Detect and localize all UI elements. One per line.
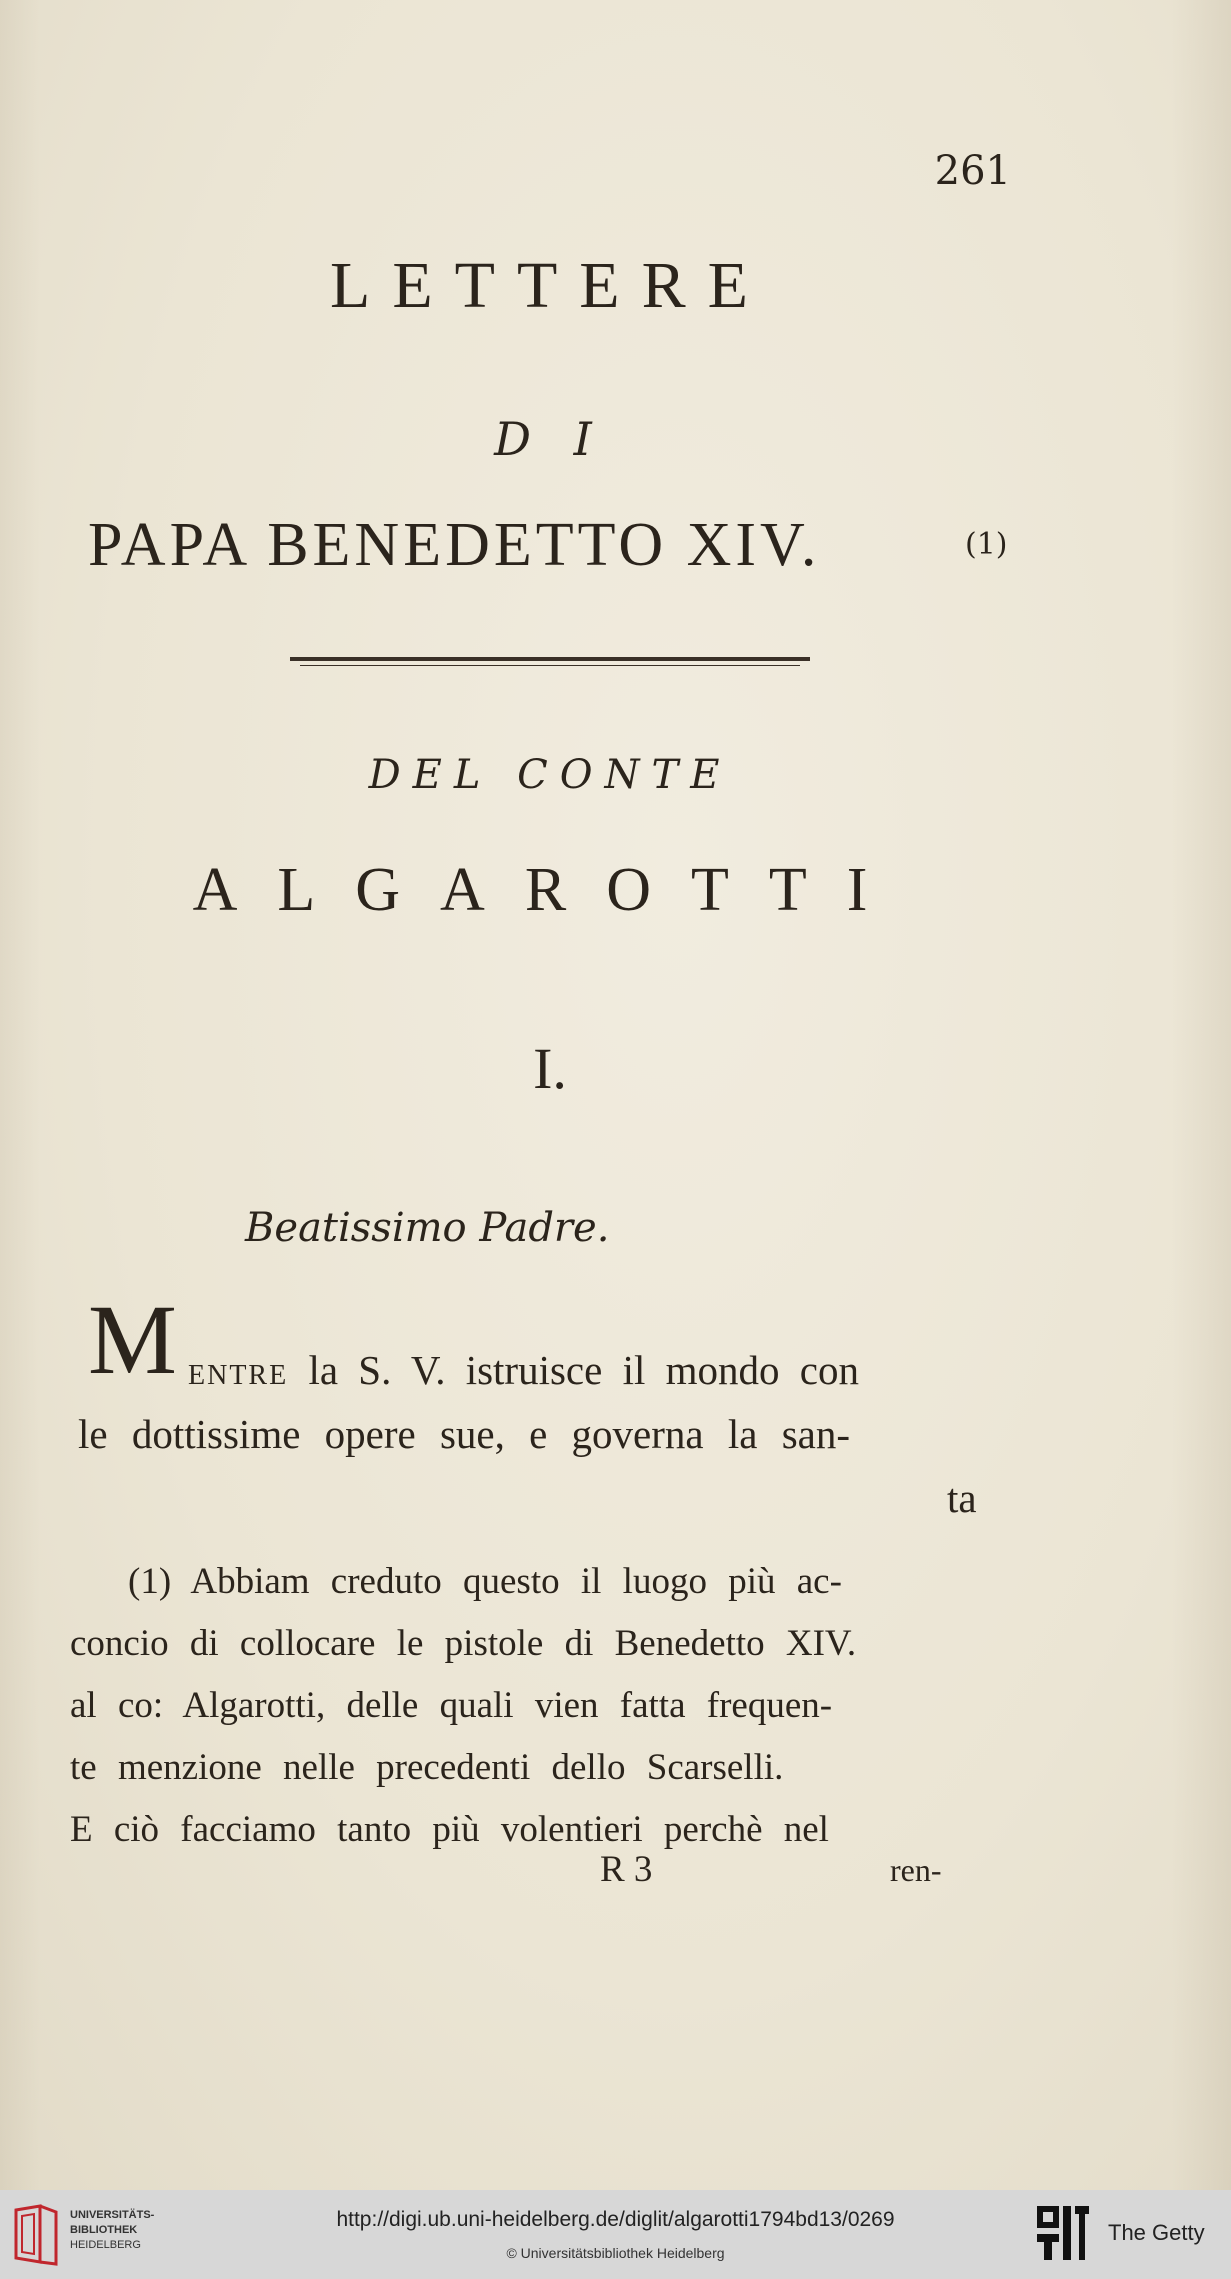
catchword: ren- <box>890 1852 942 1888</box>
body-line-1 <box>188 1346 859 1394</box>
page-number: 261 <box>934 148 1011 194</box>
drop-capital: M <box>88 1284 177 1395</box>
library-name: UNIVERSITÄTS- BIBLIOTHEK HEIDELBERG <box>70 2209 155 2251</box>
smallcaps-word: ENTRE <box>188 1360 289 1391</box>
salutation: Beatissimo Padre. <box>245 1205 610 1251</box>
footnote-line: al co: Algarotti, delle quali vien fatta frequen- <box>70 1685 833 1726</box>
papa-heading: PAPA BENEDETTO XIV. <box>88 511 821 579</box>
getty-logo-icon[interactable] <box>1035 2204 1091 2262</box>
body-line-3: ta <box>947 1475 977 1521</box>
footnote-marker: (1) <box>965 527 1008 562</box>
viewer-footer <box>0 2190 1231 2279</box>
footnote-line: E ciò facciamo tanto più volentieri perchè nel <box>70 1809 829 1850</box>
footnote-line: te menzione nelle precedenti dello Scarselli. <box>70 1747 784 1788</box>
page-title: LETTERE <box>330 249 770 322</box>
getty-label[interactable]: The Getty <box>1108 2220 1205 2245</box>
body-line-2: le dottissime opere sue, e governa la san- <box>78 1411 850 1457</box>
divider-rule-thin <box>300 665 800 666</box>
conte-heading: DEL CONTE <box>368 752 732 798</box>
permalink-url[interactable]: http://digi.ub.uni-heidelberg.de/diglit/algarotti1794bd13/0269 <box>336 2208 895 2231</box>
footnote-line: concio di collocare le pistole di Benedetto XIV. <box>70 1623 857 1664</box>
footnote-line: (1) Abbiam creduto questo il luogo più ac- <box>128 1561 842 1602</box>
copyright-notice: © Universitätsbibliothek Heidelberg <box>506 2245 725 2261</box>
divider-rule <box>290 657 810 661</box>
title-preposition: D I <box>494 412 606 466</box>
body-line-1-text: la S. V. istruisce il mondo con <box>308 1347 859 1393</box>
signature-mark: R 3 <box>600 1849 653 1890</box>
algarotti-heading: ALGAROTTI <box>192 856 908 924</box>
letter-number: I. <box>533 1036 567 1101</box>
